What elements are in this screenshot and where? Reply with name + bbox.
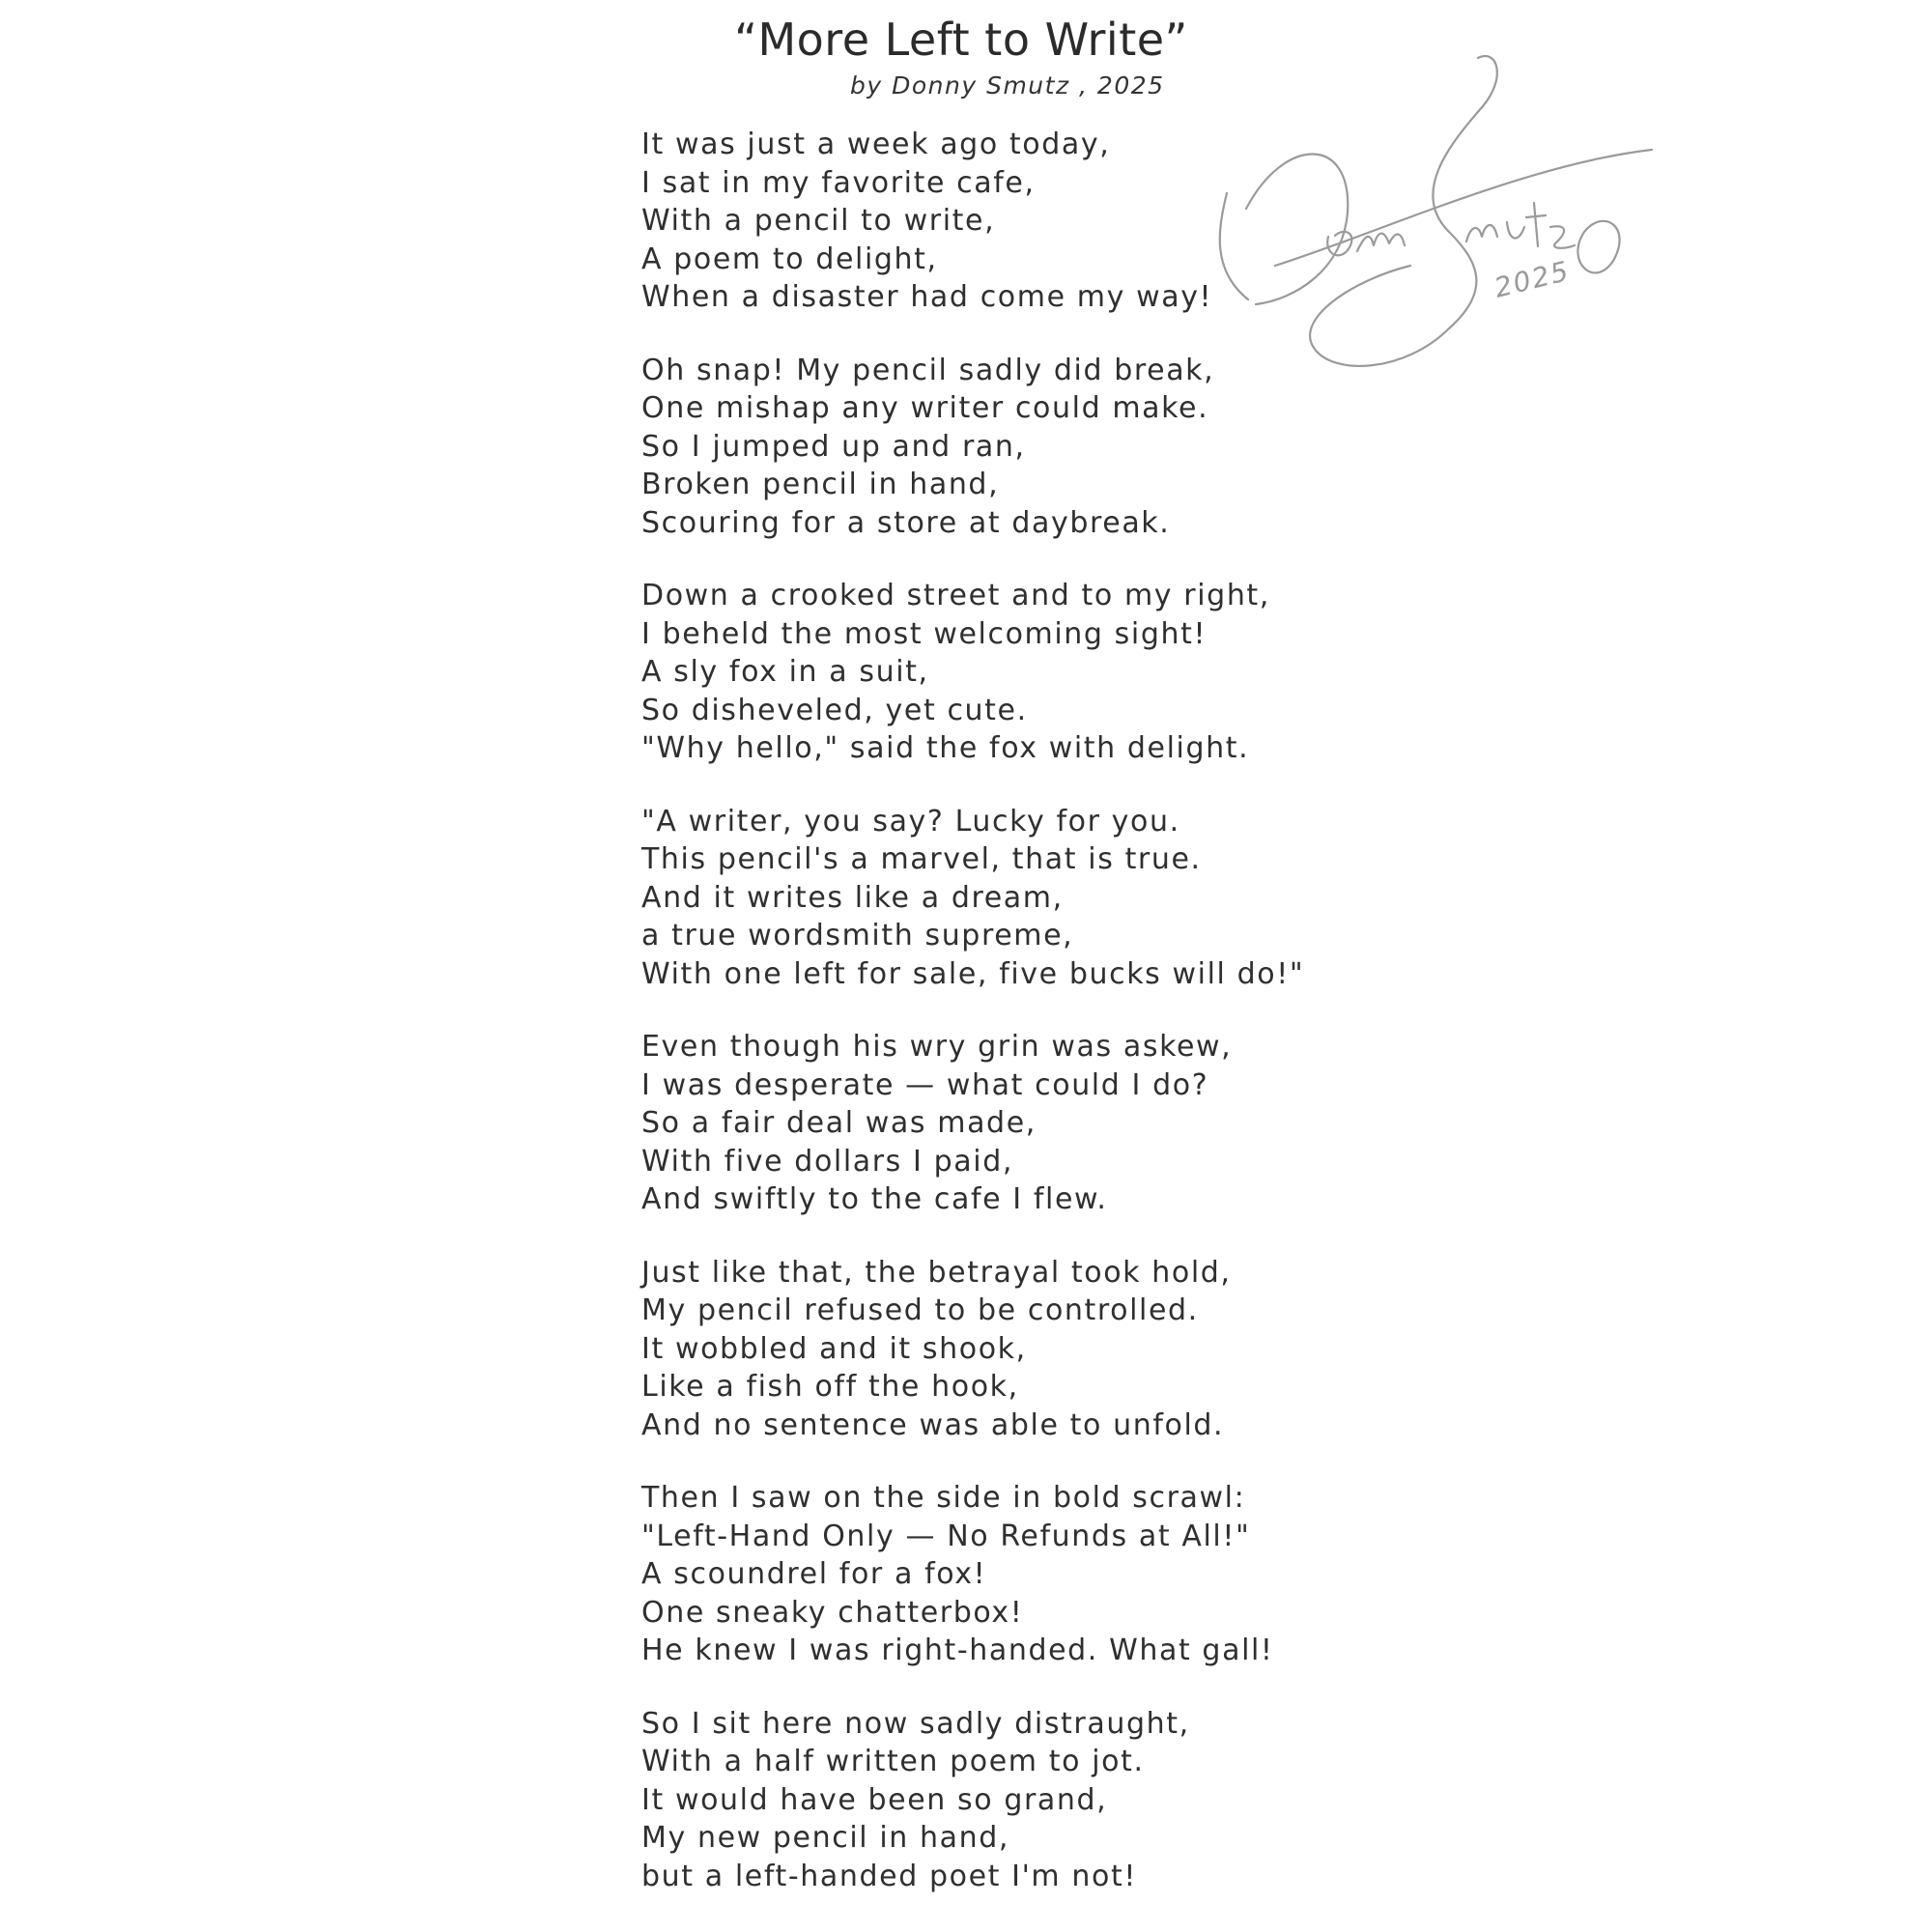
- stanza: [641, 1254, 1337, 1445]
- poem-line: And no sentence was able to unfold.: [641, 1407, 1225, 1442]
- poem-line: Down a crooked street and to my right,: [641, 579, 1270, 612]
- poem-line: It wobbled and it shook,: [641, 1331, 1027, 1366]
- stanza: [641, 352, 1337, 543]
- poem-line: Even though his wry grin was askew,: [641, 1030, 1233, 1064]
- signature-stroke-loop: [1577, 221, 1619, 273]
- stanza: [641, 1705, 1337, 1896]
- stanza: [641, 1479, 1337, 1670]
- poem-line: Oh snap! My pencil sadly did break,: [641, 353, 1215, 387]
- poem-line: but a left-handed poet I'm not!: [641, 1859, 1137, 1893]
- poem-line: He knew I was right-handed. What gall!: [641, 1634, 1274, 1667]
- poem-line: Like a fish off the hook,: [641, 1370, 1019, 1404]
- poem-title: “More Left to Write”: [734, 14, 1188, 66]
- poem-line: Then I saw on the side in bold scrawl:: [641, 1481, 1246, 1515]
- signature-year: 2025: [1491, 254, 1574, 304]
- poem-line: When a disaster had come my way!: [641, 280, 1213, 314]
- poem-line: With one left for sale, five bucks will do!": [641, 956, 1305, 991]
- poem-line: It was just a week ago today,: [641, 128, 1111, 161]
- signature-stroke-s: [1310, 56, 1497, 366]
- poem-line: a true wordsmith supreme,: [641, 919, 1074, 952]
- poem-line: With five dollars I paid,: [641, 1144, 1013, 1179]
- poem-line: I sat in my favorite cafe,: [641, 165, 1036, 200]
- poem-line: So I sit here now sadly distraught,: [641, 1706, 1190, 1741]
- poem-line: Just like that, the betrayal took hold,: [641, 1255, 1232, 1290]
- poem-line: Broken pencil in hand,: [641, 468, 1000, 501]
- stanza: [641, 803, 1337, 994]
- poem-line: Scouring for a store at daybreak.: [641, 505, 1171, 540]
- poem-body: [641, 126, 1337, 1930]
- stanza: [641, 1028, 1337, 1219]
- poem-line: So disheveled, yet cute.: [641, 693, 1028, 727]
- stanza: [641, 577, 1337, 768]
- poem-line: And swiftly to the cafe I flew.: [641, 1182, 1108, 1216]
- poem-line: I was desperate — what could I do?: [641, 1067, 1209, 1102]
- poem-line: A poem to delight,: [641, 242, 938, 276]
- poem-line: One mishap any writer could make.: [641, 391, 1209, 425]
- poem-line: "Left-Hand Only — No Refunds at All!": [641, 1519, 1251, 1553]
- poem-line: A sly fox in a suit,: [641, 655, 929, 689]
- poem-line: It would have been so grand,: [641, 1782, 1108, 1817]
- poem-byline: by Donny Smutz , 2025: [850, 71, 1165, 99]
- poem-line: I beheld the most welcoming sight!: [641, 616, 1208, 651]
- poem-line: A scoundrel for a fox!: [641, 1557, 987, 1591]
- signature-stroke-mutz: [1466, 203, 1575, 248]
- poem-line: My pencil refused to be controlled.: [641, 1293, 1199, 1327]
- poem-line: My new pencil in hand,: [641, 1821, 1010, 1855]
- stanza: [641, 126, 1337, 317]
- poem-line: "A writer, you say? Lucky for you.: [641, 804, 1180, 838]
- poem-line: With a half written poem to jot.: [641, 1745, 1145, 1778]
- poem-line: "Why hello," said the fox with delight.: [641, 731, 1250, 765]
- poem-line: With a pencil to write,: [641, 204, 996, 238]
- poem-line: One sneaky chatterbox!: [641, 1595, 1024, 1630]
- poem-line: This pencil's a marvel, that is true.: [641, 842, 1202, 876]
- poem-line: So I jumped up and ran,: [641, 429, 1026, 464]
- poem-line: And it writes like a dream,: [641, 880, 1064, 915]
- poem-line: So a fair deal was made,: [641, 1106, 1037, 1140]
